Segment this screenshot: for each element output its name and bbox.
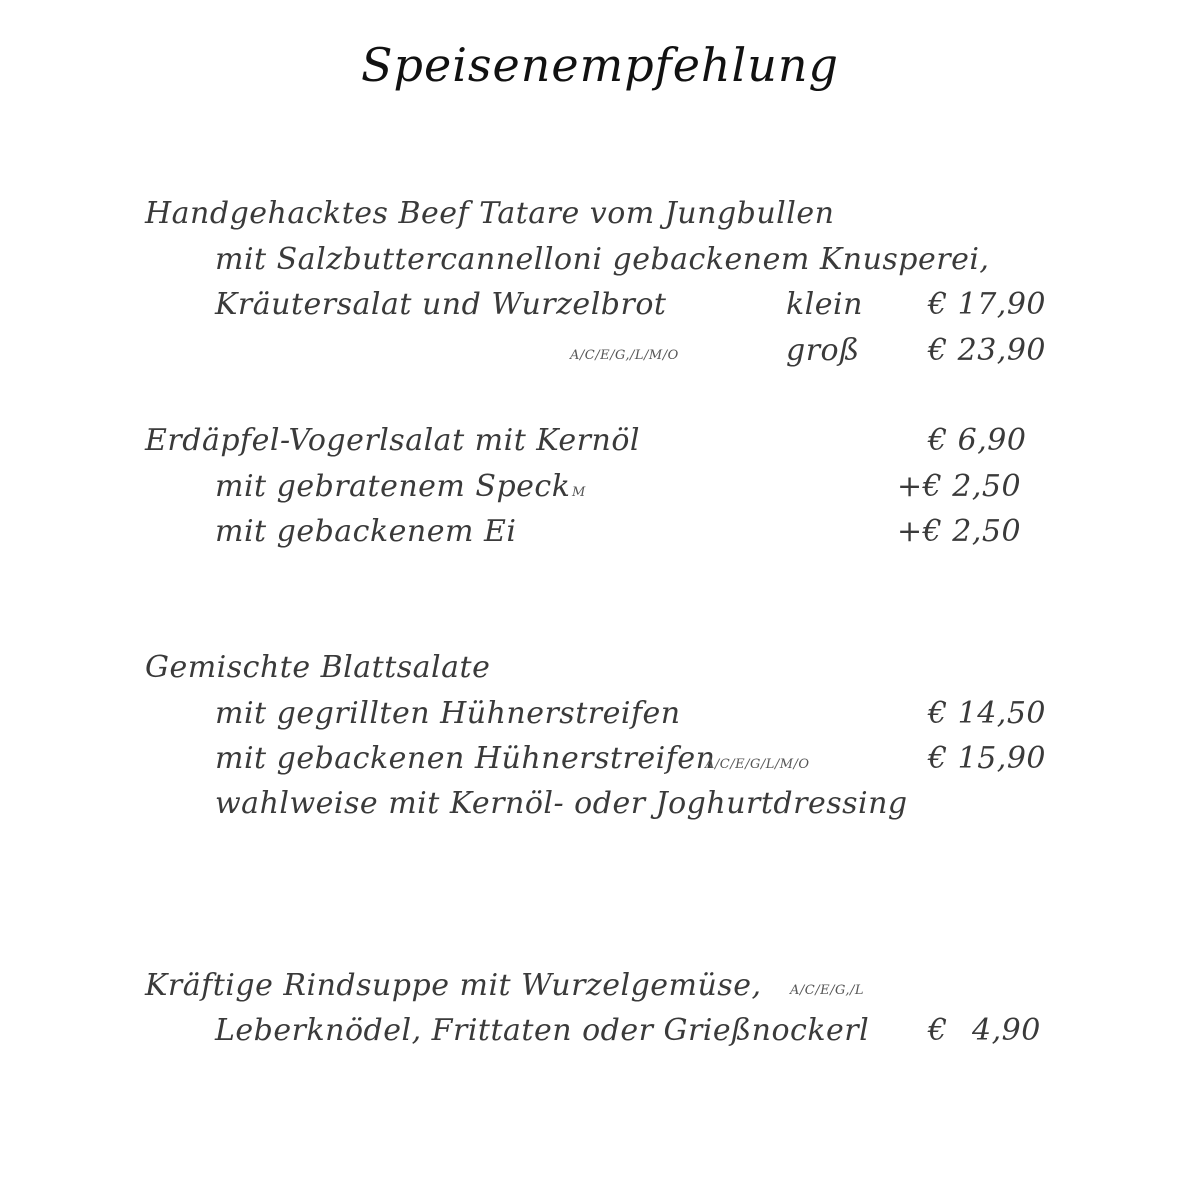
size-label-large: groß [786,333,860,368]
allergen-codes: A/C/E/G,/L [790,983,865,998]
addon-speck: mit gebratenem Speck [215,469,571,504]
currency-symbol: € [928,1013,948,1048]
size-label-small: klein [786,287,863,322]
option-gebacken: mit gebackenen Hühnerstreifen [215,741,716,776]
addon-price: +€ 2,50 [897,514,1022,549]
price-large: € 23,90 [928,333,1047,368]
dish-name: Gemischte Blattsalate [145,650,491,685]
price: € 14,50 [928,696,1047,731]
page-title: Speisenempfehlung [361,38,839,92]
dish-description: mit Salzbuttercannelloni gebackenem Knusperei, [215,242,990,277]
allergen-codes: A/C/E/G,/L/M/O [570,348,679,363]
price: € 6,90 [928,423,1027,458]
allergen-codes: A/C/E/G/L/M/O [705,757,810,772]
price-small: € 17,90 [928,287,1047,322]
dressing-note: wahlweise mit Kernöl- oder Joghurtdressing [215,786,908,821]
addon-ei: mit gebackenem Ei [215,514,517,549]
price-value: 4,90 [972,1013,1041,1048]
addon-price: +€ 2,50 [897,469,1022,504]
dish-name: Handgehacktes Beef Tatare vom Jungbullen [145,196,835,231]
dish-description: Kräutersalat und Wurzelbrot [215,287,667,322]
option-gegrillt: mit gegrillten Hühnerstreifen [215,696,681,731]
dish-name: Kräftige Rindsuppe mit Wurzelgemüse, [145,968,762,1003]
dish-name: Erdäpfel-Vogerlsalat mit Kernöl [145,423,640,458]
price: € 15,90 [928,741,1047,776]
allergen-codes: M [572,485,586,500]
dish-description: Leberknödel, Frittaten oder Grießnockerl [215,1013,870,1048]
